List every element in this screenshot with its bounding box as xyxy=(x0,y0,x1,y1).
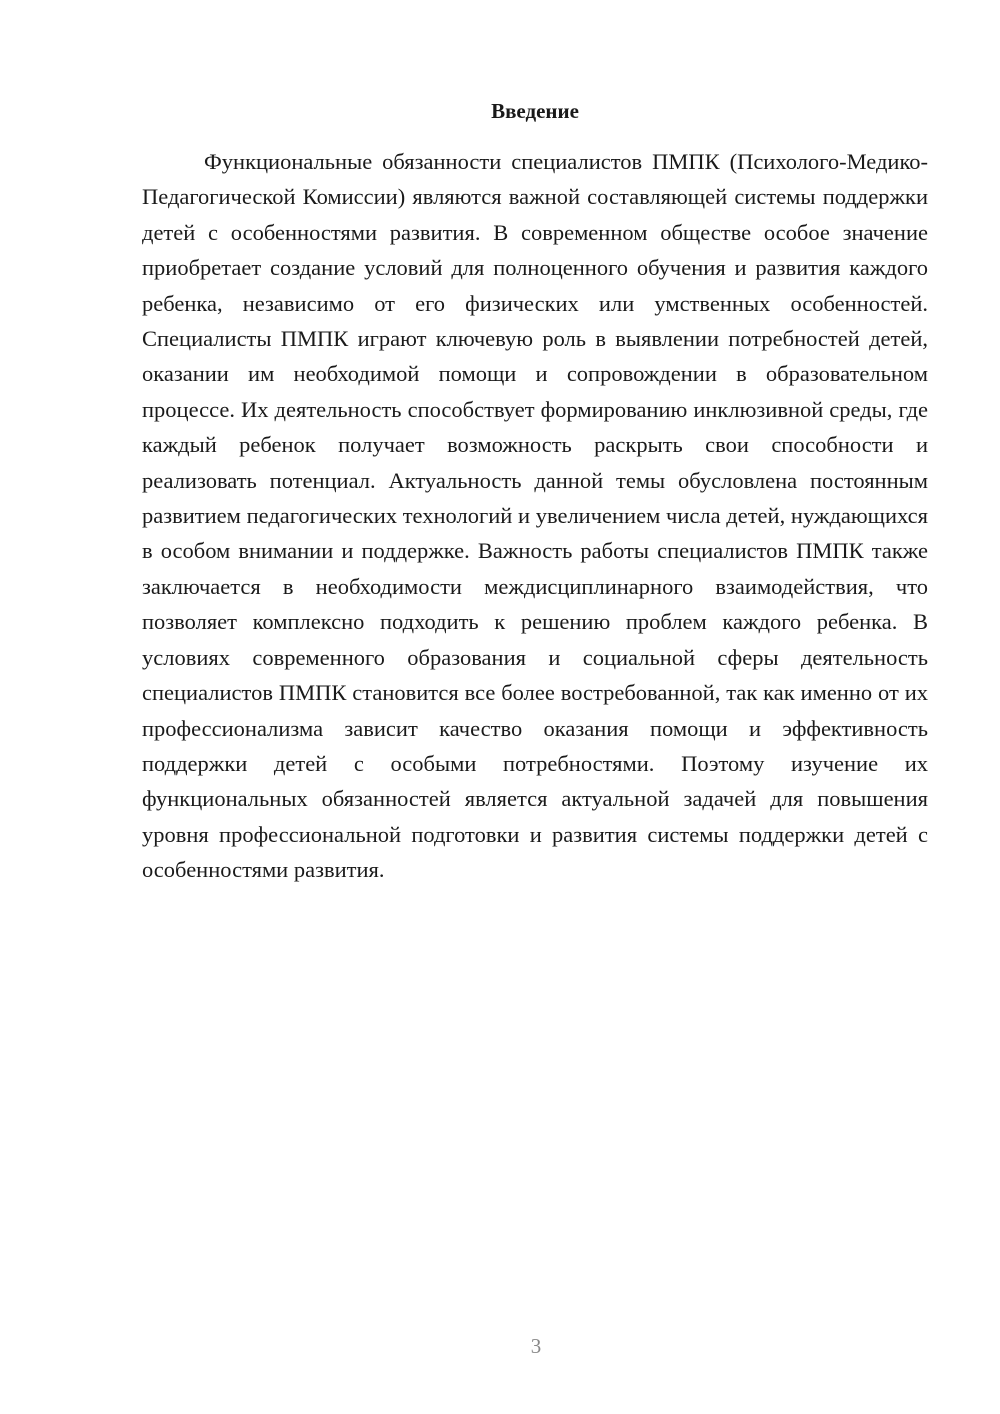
body-paragraph: Функциональные обязанности специалистов ПМПК (Психолого-Медико-Педагогической Комиссии) являются важной составляющей системы поддержки детей с особенностями развития. В современном обществе особое значение приобретает создание условий для полноценного обучения и развития каждого ребенка, независимо от его физических или умственных особенностей. Специалисты ПМПК играют ключевую роль в выявлении потребностей детей, оказании им необходимой помощи и сопровождении в образовательном процессе. Их деятельность способствует формированию инклюзивной среды, где каждый ребенок получает возможность раскрыть свои способности и реализовать потенциал. Актуальность данной темы обусловлена постоянным развитием педагогических технологий и увеличением числа детей, нуждающихся в особом внимании и поддержке. Важность работы специалистов ПМПК также заключается в необходимости междисциплинарного взаимодействия, что позволяет комплексно подходить к решению проблем каждого ребенка. В условиях современного образования и социальной сферы деятельность специалистов ПМПК становится все более востребованной, так как именно от их профессионализма зависит качество оказания помощи и эффективность поддержки детей с особыми потребностями. Поэтому изучение их функциональных обязанностей является актуальной задачей для повышения уровня профессиональной подготовки и развития системы поддержки детей с особенностями развития. xyxy=(142,149,928,883)
page-number: 3 xyxy=(530,1334,542,1358)
section-heading: Введение xyxy=(491,99,579,123)
